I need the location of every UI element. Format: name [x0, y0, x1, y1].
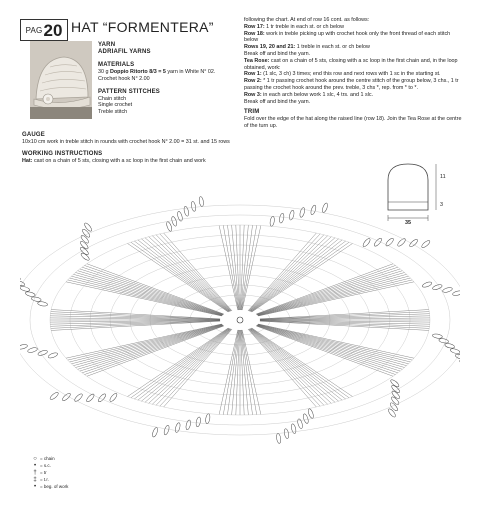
stitch-line — [258, 324, 412, 360]
chain-oval — [438, 338, 449, 344]
stitch-line — [241, 330, 248, 415]
stitch-line — [257, 326, 398, 373]
stitch-line — [87, 264, 224, 314]
pag-label: PAG — [25, 25, 43, 35]
stitch-line — [241, 225, 252, 310]
stitch-line — [250, 329, 335, 403]
stitch-line — [145, 329, 230, 403]
row17-label: Row 17: — [244, 23, 265, 30]
chain-oval — [432, 333, 443, 339]
stitch-line — [223, 225, 238, 310]
legend-item — [30, 462, 68, 469]
chain-oval — [279, 213, 285, 224]
hat-photo — [30, 41, 92, 119]
stitch-line — [160, 234, 232, 311]
stitch-line — [258, 325, 409, 364]
yarn-brand: ADRIAFIL YARNS — [98, 49, 151, 55]
stitch-line — [256, 326, 395, 375]
chain-oval — [385, 237, 395, 247]
trim-text: Fold over the edge of the hat along the raised line (row 18). Join the Tea Rose at the centre of the turn up. — [244, 116, 462, 130]
chain-oval — [20, 286, 30, 293]
chain-oval — [321, 202, 328, 213]
chain-oval — [83, 222, 92, 232]
chain-oval — [452, 290, 460, 296]
legend-item — [30, 469, 68, 476]
chain-oval — [85, 393, 95, 403]
page-number: 20 — [43, 20, 63, 40]
chain-oval — [37, 301, 48, 307]
legend-label: = tr — [40, 470, 47, 475]
gauge-text: 10x10 cm work in treble stitch in rounds with crochet hook N° 2.00 = 31 st. and 15 rows — [22, 139, 230, 145]
hat-label: Hat: — [22, 157, 33, 164]
stitch-line — [256, 326, 393, 376]
stitch-line — [248, 233, 316, 311]
stitch-line — [251, 242, 349, 312]
crochet-chart-svg — [20, 190, 460, 450]
chain-oval — [276, 433, 282, 444]
stitch-line — [258, 278, 411, 316]
stitch-line — [248, 234, 320, 311]
stitch-line — [152, 236, 230, 311]
chain-oval — [20, 344, 28, 350]
chain-oval — [269, 216, 275, 227]
stitch-line — [249, 235, 324, 311]
stitch-line — [141, 329, 229, 402]
stitch-line — [51, 321, 220, 328]
chain-oval — [109, 392, 118, 402]
row17 — [244, 24, 462, 31]
legend-symbol: • — [33, 462, 37, 469]
legend-label: = beg. of work — [40, 484, 69, 489]
chain-oval — [455, 353, 460, 360]
stitch-line — [258, 325, 407, 366]
stitch-line — [227, 330, 238, 415]
chain-oval — [199, 196, 205, 207]
stitch-line — [257, 325, 402, 369]
chain-oval — [302, 413, 309, 424]
stitch-line — [66, 324, 222, 358]
chain-oval — [307, 408, 314, 419]
chain-oval — [171, 216, 178, 227]
stitch-line — [252, 328, 353, 397]
row18-text: work in treble picking up with crochet hook only the front thread of each stitch below — [244, 30, 451, 44]
stitch-line — [256, 265, 395, 314]
materials-qty: 30 g — [98, 69, 109, 75]
row18-label: Row 18: — [244, 30, 265, 37]
chain-oval — [177, 211, 184, 222]
chain-oval — [195, 417, 201, 428]
stitch-line — [258, 324, 411, 362]
stitch-line — [70, 278, 223, 316]
legend-symbol: † — [33, 469, 37, 476]
stitch-line — [131, 328, 229, 398]
stitch-line — [71, 276, 222, 315]
legend-item — [30, 483, 68, 490]
stitch-line — [252, 243, 353, 312]
stitch-line — [134, 241, 229, 312]
chain-oval — [80, 252, 90, 261]
stitch-line — [219, 226, 238, 310]
row1-label: Row 1: — [244, 71, 262, 78]
chain-oval — [284, 428, 290, 439]
chain-oval — [362, 237, 371, 247]
row2 — [244, 78, 462, 92]
stitch-line — [251, 328, 349, 398]
stitch-line — [138, 240, 229, 312]
stitch-line — [223, 330, 238, 415]
legend-label: = s.c. — [40, 463, 51, 468]
stitch-line — [164, 233, 232, 311]
stitch-line — [257, 269, 400, 315]
materials-heading: MATERIALS — [98, 62, 135, 68]
stitch-line — [73, 274, 222, 315]
gauge-section — [22, 132, 237, 165]
stitch-line — [70, 324, 223, 362]
chain-oval — [310, 205, 317, 216]
stitch-line — [164, 329, 232, 407]
chain-oval — [373, 237, 383, 247]
stitch-line — [248, 329, 316, 407]
stitch-line — [68, 324, 222, 360]
stitch-line — [258, 282, 414, 316]
legend-item — [30, 455, 68, 462]
stitch-line — [131, 242, 229, 312]
width-label: 35 — [405, 220, 411, 226]
stitch-line — [51, 321, 220, 330]
chain-oval — [97, 393, 107, 403]
tea-rose-label: Tea Rose: — [244, 57, 270, 64]
stitch-line — [145, 238, 230, 312]
stitch-line — [227, 225, 238, 310]
chain-oval — [397, 237, 407, 247]
materials-product: Doppio Ritorto 8/3 = 5 — [110, 69, 166, 75]
stitch-line — [128, 328, 229, 397]
chain-oval — [174, 422, 181, 433]
stitch-line — [51, 312, 220, 319]
tea-rose — [244, 58, 462, 72]
stitch-line — [240, 330, 244, 415]
stitch-line — [156, 235, 231, 311]
stitch-line — [251, 328, 342, 400]
chart-legend — [30, 455, 68, 490]
materials-hook: Crochet hook N° 2.00 — [98, 75, 150, 82]
tea-rose-text: cast on a chain of 5 sts, closing with a sc loop in the first chain and, in the loop obtained, work: — [244, 57, 458, 71]
stitch-line — [240, 225, 244, 310]
break-off-2: Break off and bind the yarn. — [244, 98, 311, 105]
stitch-line — [260, 312, 429, 319]
stitch-line — [78, 325, 223, 369]
stitch-line — [251, 241, 346, 312]
chain-oval — [25, 291, 36, 297]
chain-oval — [81, 228, 91, 238]
specs-column — [98, 42, 243, 116]
stitch-line — [260, 321, 429, 330]
stitch-line — [249, 236, 327, 311]
hat-instructions — [22, 158, 237, 165]
stitch-line — [73, 325, 222, 366]
chain-oval — [444, 343, 455, 349]
chain-oval — [31, 296, 42, 302]
stitch-line — [258, 274, 407, 315]
stitch-line — [257, 325, 404, 368]
row1-text: (1 slc, 3 ch) 3 times; end this row and next rows with 1 sc in the starting st. — [263, 71, 441, 78]
row1 — [244, 71, 462, 78]
stitch-line — [66, 282, 222, 316]
stitch-line — [241, 225, 248, 310]
yarn-heading: YARN — [98, 42, 116, 48]
break-off: Break off and bind the yarn. — [244, 50, 311, 57]
chain-oval — [183, 206, 189, 217]
stitch-item: Single crochet — [98, 102, 133, 109]
stitch-line — [84, 326, 223, 375]
stitch-line — [250, 238, 335, 312]
working-heading: WORKING INSTRUCTIONS — [22, 150, 103, 157]
row2-label: Row 2: — [244, 78, 262, 85]
center-ring — [237, 317, 243, 323]
stitch-line — [248, 329, 320, 406]
chain-oval — [289, 210, 295, 221]
stitch-line — [250, 239, 338, 312]
stitch-line — [219, 330, 238, 414]
stitch-line — [260, 321, 429, 328]
stitch-line — [236, 225, 240, 310]
chain-oval — [290, 423, 296, 434]
stitch-line — [257, 267, 398, 314]
stitch-line — [260, 310, 429, 319]
stitch-line — [242, 225, 257, 310]
row3-label: Row 3: — [244, 91, 262, 98]
stitch-line — [149, 329, 231, 404]
chain-oval — [205, 413, 211, 424]
stitch-item: Treble stitch — [98, 109, 128, 116]
chain-oval — [299, 207, 306, 218]
stitch-line — [75, 325, 222, 368]
stitch-line — [149, 237, 231, 312]
stitch-line — [232, 225, 239, 310]
row2-text: * 1 tr passing crochet hook around the centre stitch of the group below, 3 chs., 1 tr passing the crochet hook around the prev. treble, 3 chs *, rep. from * to *. — [244, 78, 459, 91]
stitch-line — [82, 326, 223, 373]
chain-oval — [442, 287, 453, 294]
stitch-line — [78, 271, 223, 315]
page-number-box — [20, 19, 68, 41]
chain-oval — [422, 281, 433, 288]
instructions-column — [244, 17, 462, 130]
stitch-line — [128, 243, 229, 312]
legend-symbol: ‡ — [33, 476, 37, 483]
stitch-line — [256, 264, 393, 314]
chain-oval — [166, 221, 173, 232]
stitch-line — [249, 329, 327, 404]
stitch-line — [80, 269, 223, 315]
chain-oval — [185, 420, 191, 431]
chain-oval — [387, 408, 396, 418]
stitch-line — [232, 330, 239, 415]
stitch-line — [249, 329, 324, 405]
stitch-line — [257, 271, 402, 315]
stitch-line — [68, 280, 222, 316]
stitch-line — [250, 329, 332, 404]
intro-text: following the chart. At end of row 16 cont. as follows: — [244, 17, 370, 23]
stitch-line — [156, 329, 231, 405]
stitch-line — [51, 310, 220, 319]
stitch-line — [236, 330, 240, 415]
stitch-line — [152, 329, 230, 404]
stitch-line — [82, 267, 223, 314]
chain-oval — [20, 274, 21, 281]
stitch-line — [141, 239, 229, 312]
hat-text: cast on a chain of 5 sts, closing with a sc loop in the first chain and work — [33, 157, 206, 164]
stitch-item: Chain stitch — [98, 95, 127, 102]
legend-item — [30, 476, 68, 483]
chain-oval — [48, 352, 59, 359]
chain-oval — [49, 391, 59, 400]
stitch-line — [242, 226, 261, 310]
chain-oval — [151, 427, 158, 438]
stitch-line — [242, 330, 261, 414]
chain-oval — [390, 379, 400, 388]
stitch-line — [134, 328, 229, 399]
height-label-1: 11 — [440, 174, 446, 180]
chain-oval — [61, 392, 71, 402]
gauge-heading: GAUGE — [22, 132, 46, 138]
stitch-line — [160, 329, 232, 406]
height-label-2: 3 — [440, 202, 443, 208]
chain-oval — [191, 201, 197, 212]
stitch-line — [250, 237, 332, 312]
row3 — [244, 92, 462, 99]
legend-label: = t.r. — [40, 477, 49, 482]
stitch-line — [87, 326, 224, 376]
chain-oval — [450, 348, 460, 355]
stitch-line — [257, 273, 404, 316]
stitch-line — [71, 325, 222, 364]
page-title: HAT “FORMENTERA” — [71, 19, 214, 35]
stitch-line — [251, 240, 342, 312]
stitch-line — [251, 328, 346, 399]
hat-photo-image — [30, 41, 92, 119]
row18 — [244, 31, 462, 45]
stitch-line — [257, 325, 400, 371]
rows-19-21 — [244, 44, 462, 51]
stitch-line — [80, 325, 223, 371]
legend-symbol: • — [33, 483, 37, 490]
stitch-line — [250, 329, 338, 402]
chain-oval — [421, 239, 431, 248]
crochet-chart — [20, 190, 460, 455]
stitch-line — [258, 324, 414, 358]
stitch-line — [138, 328, 229, 400]
chain-oval — [459, 359, 460, 366]
chain-oval — [73, 393, 83, 403]
chain-oval — [163, 425, 170, 436]
stitch-line — [258, 276, 409, 315]
stitch-line — [84, 265, 223, 314]
materials-text — [98, 69, 243, 76]
rows-19-21-text: 1 treble in each st. or ch below — [296, 44, 370, 51]
stitch-line — [241, 330, 252, 415]
legend-symbol: ○ — [33, 455, 37, 462]
trim-heading: TRIM — [244, 109, 260, 116]
chain-oval — [27, 347, 38, 354]
row17-text: 1 tr treble in each st. or ch below — [266, 23, 345, 30]
rows-19-21-label: Rows 19, 20 and 21: — [244, 44, 296, 51]
pattern-stitches-heading: PATTERN STITCHES — [98, 88, 160, 95]
chain-oval — [409, 238, 419, 248]
stitch-line — [75, 273, 222, 316]
stitch-line — [242, 330, 257, 415]
legend-label: = chain — [40, 456, 55, 461]
chain-oval — [389, 402, 399, 412]
stitch-line — [258, 280, 412, 316]
materials-color: yarn in White N° 02. — [167, 69, 216, 75]
chain-oval — [297, 418, 304, 429]
row3-text: in each arch below work 1 slc, 4 trs. and 1 slc. — [263, 91, 374, 98]
chain-oval — [20, 280, 25, 287]
